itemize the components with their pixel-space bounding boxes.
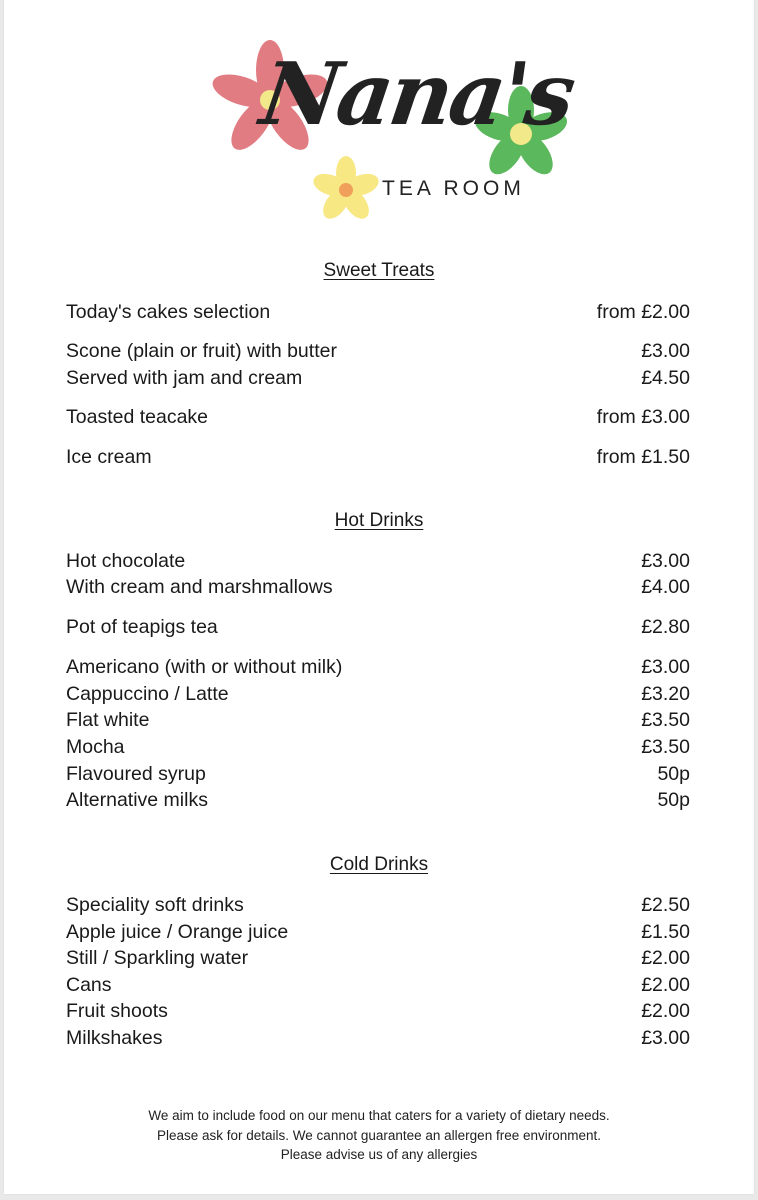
menu-item — [66, 761, 690, 787]
menu-item — [66, 972, 690, 998]
item-name: Still / Sparkling water — [66, 947, 249, 969]
section-title-hot-drinks: Hot Drinks — [334, 510, 424, 531]
menu-page — [4, 0, 754, 1194]
item-price: £3.20 — [641, 683, 690, 705]
menu-item — [66, 444, 690, 470]
yellow-flower-icon — [311, 156, 382, 223]
item-price: £3.50 — [641, 709, 690, 731]
item-price: from £2.00 — [596, 301, 690, 323]
menu-item — [66, 892, 690, 918]
menu-item — [66, 548, 690, 574]
item-price: £4.00 — [641, 576, 690, 598]
item-name: Speciality soft drinks — [66, 894, 244, 916]
item-name: Pot of teapigs tea — [66, 616, 218, 638]
item-price: £3.50 — [641, 736, 690, 758]
logo — [4, 0, 754, 240]
item-price: 50p — [657, 763, 690, 785]
menu-item — [66, 614, 690, 640]
item-price: £2.00 — [641, 1000, 690, 1022]
allergen-notice — [4, 1106, 754, 1165]
item-price: £2.50 — [641, 894, 690, 916]
item-name: Cappuccino / Latte — [66, 683, 229, 705]
footer-line-3: Please advise us of any allergies — [280, 1147, 478, 1162]
item-name: Cans — [66, 974, 112, 996]
brand-subtitle: TEA ROOM — [382, 177, 525, 200]
item-price: £2.80 — [641, 616, 690, 638]
menu-item — [66, 574, 690, 600]
footer-line-2: Please ask for details. We cannot guarantee an allergen free environment. — [156, 1127, 602, 1143]
footer-line-1: We aim to include food on our menu that caters for a variety of dietary needs. — [148, 1108, 610, 1123]
item-price: £2.00 — [641, 974, 690, 996]
item-name: Mocha — [66, 736, 125, 758]
menu-item — [66, 998, 690, 1024]
item-name: Flavoured syrup — [66, 763, 206, 785]
menu-item — [66, 681, 690, 707]
item-price: £3.00 — [641, 656, 690, 678]
item-price: £3.00 — [641, 1027, 690, 1049]
menu-item — [66, 654, 690, 680]
item-name: Toasted teacake — [66, 406, 209, 428]
item-price: 50p — [657, 789, 690, 811]
menu-item — [66, 787, 690, 813]
menu-item — [66, 1025, 690, 1051]
item-price: from £3.00 — [596, 406, 690, 428]
menu-item — [66, 338, 690, 364]
menu-item — [66, 945, 690, 971]
item-name: Today's cakes selection — [66, 301, 271, 323]
item-name: Alternative milks — [66, 789, 208, 811]
menu-item — [66, 299, 690, 325]
brand-script-name: Nana's — [254, 44, 579, 145]
item-name: Flat white — [66, 709, 150, 731]
item-name: With cream and marshmallows — [66, 576, 333, 598]
item-name: Americano (with or without milk) — [66, 656, 343, 678]
item-name: Ice cream — [66, 446, 152, 468]
section-title-sweet-treats: Sweet Treats — [323, 260, 435, 281]
item-price: £3.00 — [641, 340, 690, 362]
menu-item — [66, 734, 690, 760]
item-price: £4.50 — [641, 367, 690, 389]
item-name: Hot chocolate — [66, 550, 186, 572]
item-name: Served with jam and cream — [66, 367, 303, 389]
item-price: £3.00 — [641, 550, 690, 572]
item-price: £1.50 — [641, 921, 690, 943]
item-price: from £1.50 — [596, 446, 690, 468]
menu-item — [66, 365, 690, 391]
menu-item — [66, 404, 690, 430]
item-name: Apple juice / Orange juice — [66, 921, 289, 943]
item-price: £2.00 — [641, 947, 690, 969]
section-title-cold-drinks: Cold Drinks — [329, 854, 429, 875]
menu-item — [66, 707, 690, 733]
item-name: Milkshakes — [66, 1027, 163, 1049]
item-name: Scone (plain or fruit) with butter — [66, 340, 337, 362]
item-name: Fruit shoots — [66, 1000, 168, 1022]
menu-item — [66, 919, 690, 945]
